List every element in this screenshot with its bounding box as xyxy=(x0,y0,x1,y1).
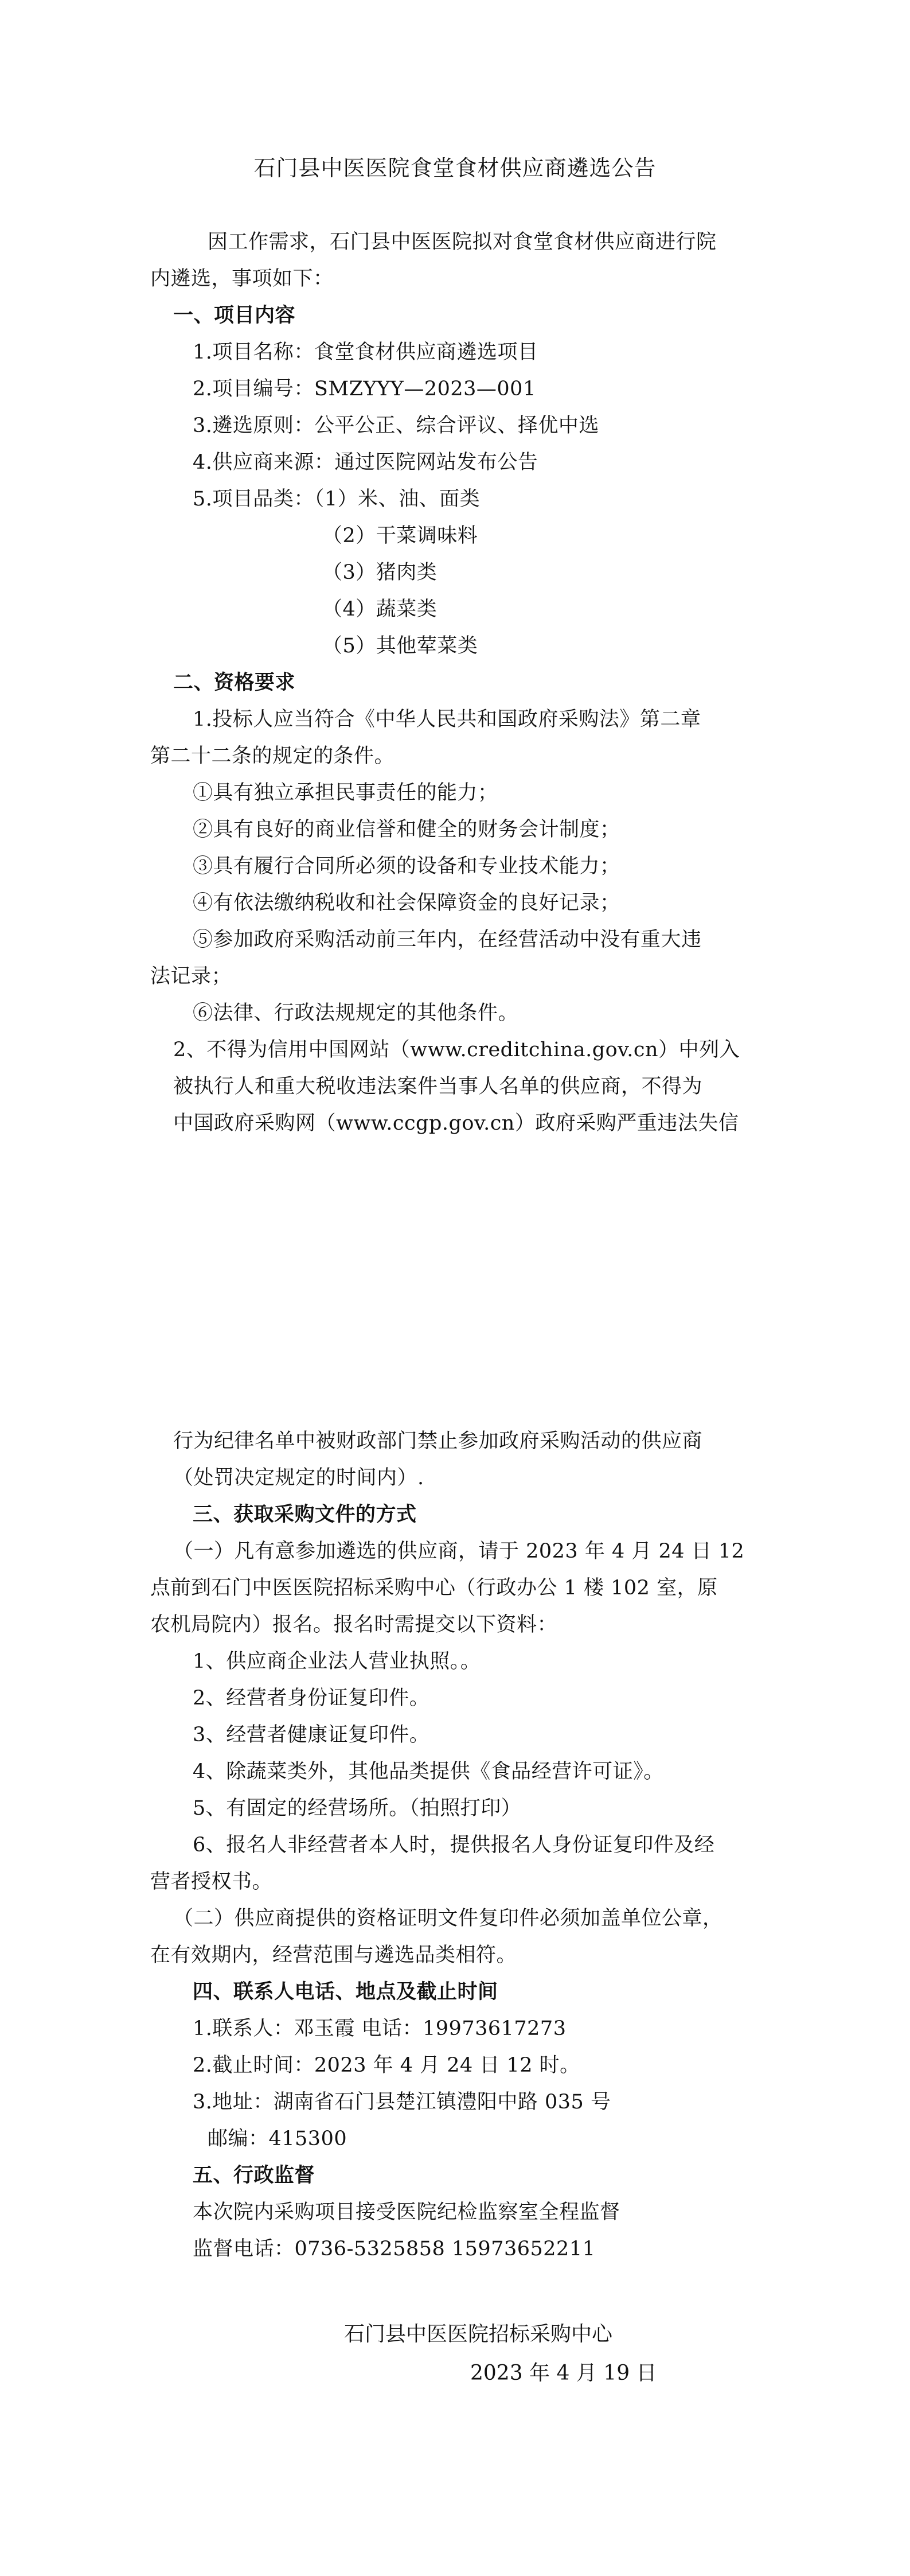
intro-line-2: 内遴选，事项如下： xyxy=(150,267,334,290)
section3-req-5: 5、有固定的经营场所。（拍照打印） xyxy=(193,1797,522,1820)
document-title: 石门县中医医院食堂食材供应商遴选公告 xyxy=(253,155,657,181)
section3-req-6-line1: 6、报名人非经营者本人时，提供报名人身份证复印件及经 xyxy=(193,1834,715,1857)
section4-postcode: 邮编：415300 xyxy=(208,2127,347,2150)
section4-heading: 四、联系人电话、地点及截止时间 xyxy=(193,1980,498,2003)
section1-item-2: 2.项目编号：SMZYYY—2023—001 xyxy=(193,378,536,400)
section1-subitem-2: （2）干菜调味料 xyxy=(322,524,478,547)
section1-item-4: 4.供应商来源：通过医院网站发布公告 xyxy=(193,451,538,474)
section2-condition-5-line1: ⑤参加政府采购活动前三年内，在经营活动中没有重大违 xyxy=(193,928,702,951)
section1-subitem-4: （4）蔬菜类 xyxy=(322,598,438,621)
section4-address: 3.地址：湖南省石门县楚江镇澧阳中路 035 号 xyxy=(193,2091,611,2114)
section1-item-1: 1.项目名称：食堂食材供应商遴选项目 xyxy=(193,341,538,364)
section1-subitem-5: （5）其他荤菜类 xyxy=(322,635,478,657)
content-lower xyxy=(150,1423,792,2267)
section2-condition-1: ①具有独立承担民事责任的能力； xyxy=(193,781,498,804)
section3-p2-line2: 在有效期内，经营范围与遴选品类相符。 xyxy=(150,1944,517,1967)
section2-p1-line1: 1.投标人应当符合《中华人民共和国政府采购法》第二章 xyxy=(193,708,701,731)
section2-p1-line2: 第二十二条的规定的条件。 xyxy=(150,745,395,768)
section5-line2: 监督电话：0736-5325858 15973652211 xyxy=(193,2238,596,2260)
section3-p1-line2: 点前到石门中医医院招标采购中心（行政办公 1 楼 102 室，原 xyxy=(150,1577,718,1600)
section4-contact: 1.联系人：邓玉霞 电话：19973617273 xyxy=(193,2017,567,2040)
section5-line1: 本次院内采购项目接受医院纪检监察室全程监督 xyxy=(193,2201,620,2224)
section3-p1-line1: （一）凡有意参加遴选的供应商，请于 2023 年 4 月 24 日 12 xyxy=(173,1540,745,1563)
section3-req-2: 2、经营者身份证复印件。 xyxy=(193,1687,430,1710)
section1-subitem-3: （3）猪肉类 xyxy=(322,561,438,584)
section3-req-1: 1、供应商企业法人营业执照。。 xyxy=(193,1650,481,1673)
section2-condition-6: ⑥法律、行政法规规定的其他条件。 xyxy=(193,1002,519,1025)
section2-p2-line1: 2、不得为信用中国网站（www.creditchina.gov.cn）中列入 xyxy=(173,1038,740,1061)
section2-condition-2: ②具有良好的商业信誉和健全的财务会计制度； xyxy=(193,818,620,841)
content-upper xyxy=(150,224,792,1142)
section3-req-4: 4、除蔬菜类外，其他品类提供《食品经营许可证》。 xyxy=(193,1760,664,1783)
section3-req-3: 3、经营者健康证复印件。 xyxy=(193,1723,430,1746)
section1-item-3: 3.遴选原则：公平公正、综合评议、择优中选 xyxy=(193,414,599,437)
section2-p2-line3: 中国政府采购网（www.ccgp.gov.cn）政府采购严重违法失信 xyxy=(173,1112,739,1135)
section2-p2-line4: 行为纪律名单中被财政部门禁止参加政府采购活动的供应商 xyxy=(173,1430,703,1453)
section1-item-5: 5.项目品类：（1）米、油、面类 xyxy=(193,488,481,511)
section2-condition-3: ③具有履行合同所必须的设备和专业技术能力； xyxy=(193,855,620,878)
signature-org: 石门县中医医院招标采购中心 xyxy=(344,2322,613,2346)
section3-p1-line3: 农机局院内）报名。报名时需提交以下资料： xyxy=(150,1613,558,1636)
section5-heading: 五、行政监督 xyxy=(193,2164,315,2187)
section4-deadline: 2.截止时间：2023 年 4 月 24 日 12 时。 xyxy=(193,2054,580,2077)
section2-heading: 二、资格要求 xyxy=(173,671,296,694)
section2-p2-line5: （处罚决定规定的时间内）. xyxy=(173,1466,424,1489)
section2-condition-5-line2: 法记录； xyxy=(150,965,232,988)
section3-req-6-line2: 营者授权书。 xyxy=(150,1870,273,1893)
section3-heading: 三、获取采购文件的方式 xyxy=(193,1503,417,1526)
section1-heading: 一、项目内容 xyxy=(173,304,296,327)
intro-line-1: 因工作需求，石门县中医医院拟对食堂食材供应商进行院 xyxy=(208,231,717,254)
section3-p2-line1: （二）供应商提供的资格证明文件复印件必须加盖单位公章， xyxy=(173,1907,723,1930)
section2-condition-4: ④有依法缴纳税收和社会保障资金的良好记录； xyxy=(193,892,620,915)
section2-p2-line2: 被执行人和重大税收违法案件当事人名单的供应商，不得为 xyxy=(173,1075,703,1098)
signature-date: 2023 年 4 月 19 日 xyxy=(470,2361,657,2385)
